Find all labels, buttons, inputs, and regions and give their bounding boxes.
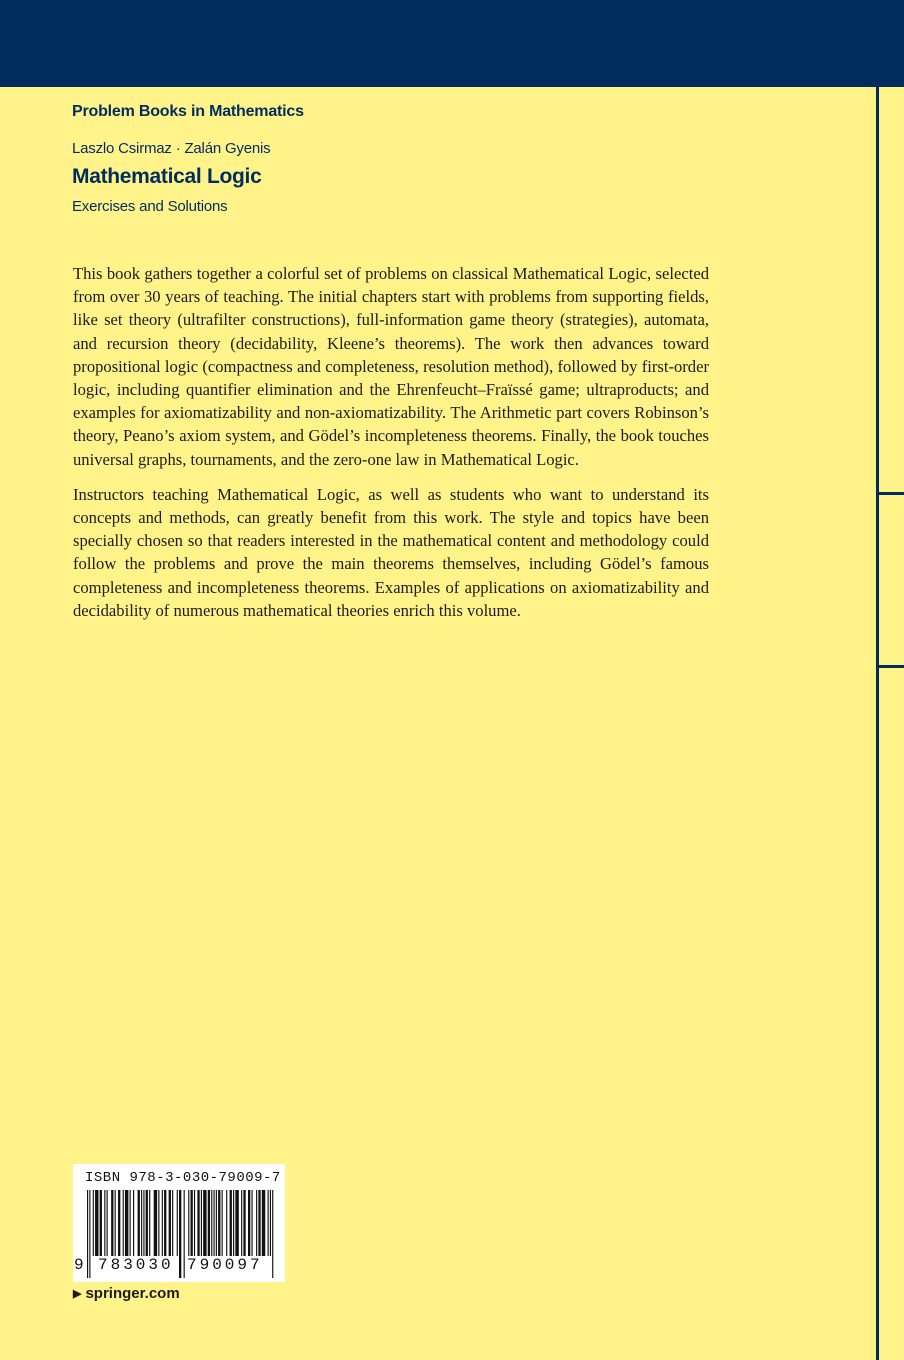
description-paragraph-1: This book gathers together a colorful set of problems on classical Mathematical Logic, selected from over 30 years of teaching. The initial chapters start with problems from supporting fields, like set theory (ultrafilter constructions), full-information game theory (strategies), automata, and recursion theory (decidability, Kleene’s theorems). The work then advances toward propositional logic (compactness and completeness, resolution method), followed by first-order logic, including quantifier elimination and the Ehrenfeucht–Fraïssé game; ultraproducts; and examples for axiomatizability and non-axiomatizability. The Arithmetic part covers Robinson’s theory, Peano’s axiom system, and Gödel’s incompleteness theorems. Finally, the book touches universal graphs, tournaments, and the zero-one law in Mathematical Logic. (73, 264, 709, 469)
description (73, 262, 709, 634)
spine-rule (876, 87, 879, 1360)
ean-right-group: 790097 (187, 1256, 263, 1274)
spine-tick-lower (876, 665, 904, 668)
right-triangle-icon: ▶ (73, 1288, 82, 1300)
book-title: Mathematical Logic (72, 165, 262, 188)
top-navy-band (0, 0, 904, 87)
publisher-link-text: springer.com (85, 1285, 180, 1302)
book-subtitle: Exercises and Solutions (72, 198, 228, 215)
ean-first-digit: 9 (74, 1256, 84, 1274)
authors: Laszlo Csirmaz · Zalán Gyenis (72, 140, 271, 157)
spine-tick-upper (876, 492, 904, 495)
isbn-label: ISBN 978-3-030-79009-7 (85, 1170, 281, 1186)
publisher-link[interactable] (73, 1285, 180, 1302)
isbn-barcode (73, 1164, 285, 1282)
series-name: Problem Books in Mathematics (72, 103, 304, 120)
ean-left-group: 783030 (98, 1256, 174, 1274)
description-paragraph-2: Instructors teaching Mathematical Logic, as well as students who want to understand its concepts and methods, can greatly benefit from this work. The style and topics have been specially chosen so that readers interested in the mathematical content and methodology could follow the problems and prove the main theorems themselves, including Gödel’s famous completeness and incompleteness theorems. Examples of applications on axiomatizability and decidability of numerous mathematical theories enrich this volume. (73, 484, 709, 620)
